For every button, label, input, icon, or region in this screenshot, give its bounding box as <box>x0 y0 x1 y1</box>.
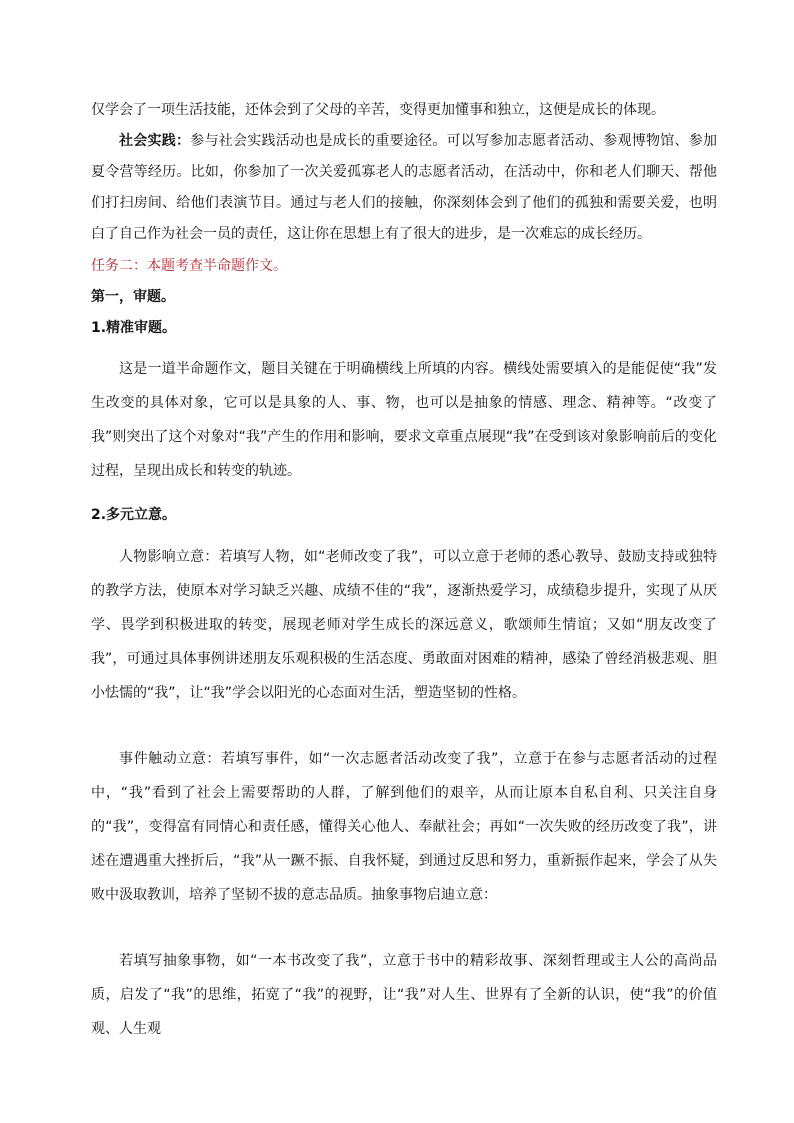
task-two-heading <box>91 251 717 282</box>
subheading-multiple-ideas <box>91 500 717 531</box>
subheading-text: 2.多元立意。 <box>91 507 177 523</box>
task-two-text: 任务二：本题考查半命题作文。 <box>91 258 287 274</box>
paragraph-precise-review <box>91 352 717 488</box>
paragraph-social-practice <box>91 126 717 250</box>
section-heading-text: 第一，审题。 <box>91 289 175 305</box>
paragraph-abstract-influence <box>91 944 717 1046</box>
paragraph-text: 仅学会了一项生活技能，还体会到了父母的辛苦，变得更加懂事和独立，这便是成长的体现。 <box>91 102 665 118</box>
paragraph-event-influence <box>91 742 717 912</box>
paragraph-continuation <box>91 95 717 126</box>
paragraph-text: 人物影响立意：若填写人物，如“老师改变了我”，可以立意于老师的悉心教导、鼓励支持或独特的教学方法，使原本对学习缺乏兴趣、成绩不佳的“我”，逐渐热爱学习，成绩稳步提升，实现了从厌学、畏学到积极进取的转变，展现老师对学生成长的深远意义，歌颂师生情谊；又如“朋友改变了我”，可通过具体事例讲述朋友乐观积极的生活态度、勇敢面对困难的精神，感染了曾经消极悲观、胆小怯懦的“我”，让“我”学会以阳光的心态面对生活，塑造坚韧的性格。 <box>91 549 717 701</box>
social-practice-label: 社会实践： <box>119 133 191 149</box>
paragraph-text: 参与社会实践活动也是成长的重要途径。可以写参加志愿者活动、参观博物馆、参加夏令营等经历。比如，你参加了一次关爱孤寡老人的志愿者活动，在活动中，你和老人们聊天、帮他们打扫房间、给他们表演节目。通过与老人们的接触，你深刻体会到了他们的孤独和需要关爱，也明白了自己作为社会一员的责任，这让你在思想上有了很大的进步，是一次难忘的成长经历。 <box>91 133 718 242</box>
paragraph-text: 这是一道半命题作文，题目关键在于明确横线上所填的内容。横线处需要填入的是能促使“我”发生改变的具体对象，它可以是具象的人、事、物，也可以是抽象的情感、理念、精神等。“改变了我”则突出了这个对象对“我”产生的作用和影响，要求文章重点展现“我”在受到该对象影响前后的变化过程，呈现出成长和转变的轨迹。 <box>91 361 717 479</box>
section-heading-review <box>91 282 717 313</box>
paragraph-person-influence <box>91 540 717 710</box>
paragraph-text: 事件触动立意：若填写事件，如“一次志愿者活动改变了我”，立意于在参与志愿者活动的过程中，“我”看到了社会上需要帮助的人群，了解到他们的艰辛，从而让原本自私自利、只关注自身的“我”，变得富有同情心和责任感，懂得关心他人、奉献社会；再如“一次失败的经历改变了我”，讲述在遭遇重大挫折后，“我”从一蹶不振、自我怀疑，到通过反思和努力，重新振作起来，学会了从失败中汲取教训，培养了坚韧不拔的意志品质。抽象事物启迪立意： <box>91 751 717 903</box>
subheading-precise-review <box>91 313 717 344</box>
subheading-text: 1.精准审题。 <box>91 320 177 336</box>
paragraph-text: 若填写抽象事物，如“一本书改变了我”，立意于书中的精彩故事、深刻哲理或主人公的高尚品质，启发了“我”的思维，拓宽了“我”的视野，让“我”对人生、世界有了全新的认识，使“我”的价值观、人生观 <box>91 953 717 1037</box>
